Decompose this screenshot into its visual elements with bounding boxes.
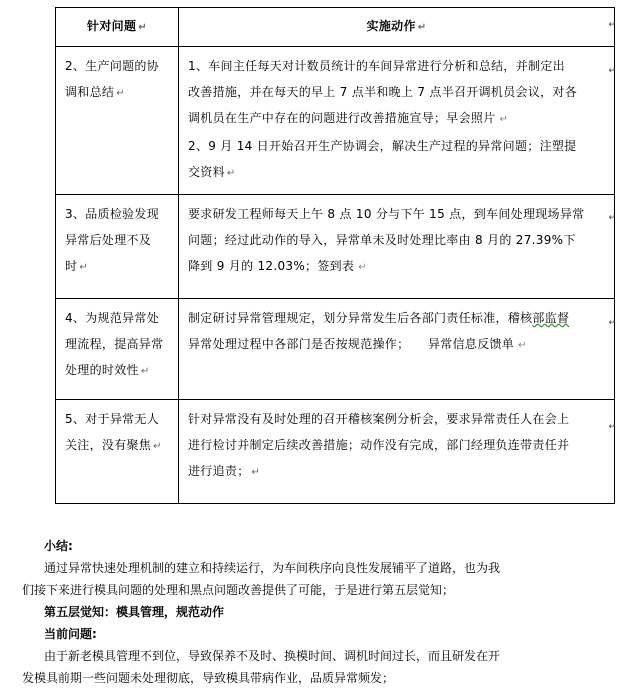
summary-paragraph: 通过异常快速处理机制的建立和持续运行，为车间秩序向良性发展铺平了道路，也为我 们接下来进行模具问题的处理和黑点问题改善提供了可能，于是进行第五层觉知； xyxy=(22,561,501,597)
row-end-mark: ↵ xyxy=(608,20,616,30)
issue-cell: 2、生产问题的协 调和总结 ↵ xyxy=(56,47,179,195)
header-issue: 针对问题 ↵ xyxy=(56,8,179,47)
issue-cell: 5、对于异常无人 关注，没有聚焦 ↵ xyxy=(56,400,179,504)
table-row xyxy=(56,47,615,195)
action-cell: 1、车间主任每天对计数员统计的车间异常进行分析和总结，并制定出 改善措施，并在每天的早上 7 点半和晚上 7 点半召开调机员会议，对各 调机员在生产中存在的问题进行改善措施宣导；早会照片 ↵ 2、9 月 14 日开始召开生产协调会，解决生产过程的异常问题；注塑提 交资料 ↵ xyxy=(179,47,615,195)
underlined-text: 部监督 xyxy=(532,311,570,325)
current-problem-heading: 当前问题: xyxy=(44,627,97,641)
issue-action-table xyxy=(55,7,615,504)
table-row xyxy=(56,195,615,299)
action-cell: 针对异常没有及时处理的召开稽核案例分析会，要求异常责任人在会上 进行检讨并制定后续改善措施；动作没有完成，部门经理负连带责任并 进行追责； ↵ xyxy=(179,400,615,504)
action-cell: 要求研发工程师每天上午 8 点 10 分与下午 15 点，到车间处理现场异常 问题；经过此动作的导入，异常单未及时处理比率由 8 月的 27.39%下 降到 9 月的 12.03%；签到表 ↵ xyxy=(179,195,615,299)
issue-cell: 4、为规范异常处 理流程，提高异常 处理的时效性 ↵ xyxy=(56,299,179,400)
row-end-mark: ↵ xyxy=(608,422,616,432)
row-end-mark: ↵ xyxy=(608,66,616,76)
issue-cell: 3、品质检验发现 异常后处理不及 时 ↵ xyxy=(56,195,179,299)
row-end-mark: ↵ xyxy=(608,318,616,328)
table-row xyxy=(56,400,615,504)
table-row xyxy=(56,299,615,400)
current-problem-paragraph: 由于新老模具管理不到位，导致保养不及时、换模时间、调机时间过长，而且研发在开 发模具前期一些问题未处理彻底，导致模具带病作业，品质异常频发； xyxy=(22,649,501,685)
header-action: 实施动作 ↵ xyxy=(179,8,615,47)
action-cell: 制定研讨异常管理规定，划分异常发生后各部门责任标准，稽核部监督 异常处理过程中各部门是否按规范操作； 异常信息反馈单 ↵ xyxy=(179,299,615,400)
level5-heading: 第五层觉知：模具管理，规范动作 xyxy=(44,605,225,619)
row-end-mark: ↵ xyxy=(608,213,616,223)
table-header-row xyxy=(56,8,615,47)
summary-heading: 小结: xyxy=(44,539,73,553)
